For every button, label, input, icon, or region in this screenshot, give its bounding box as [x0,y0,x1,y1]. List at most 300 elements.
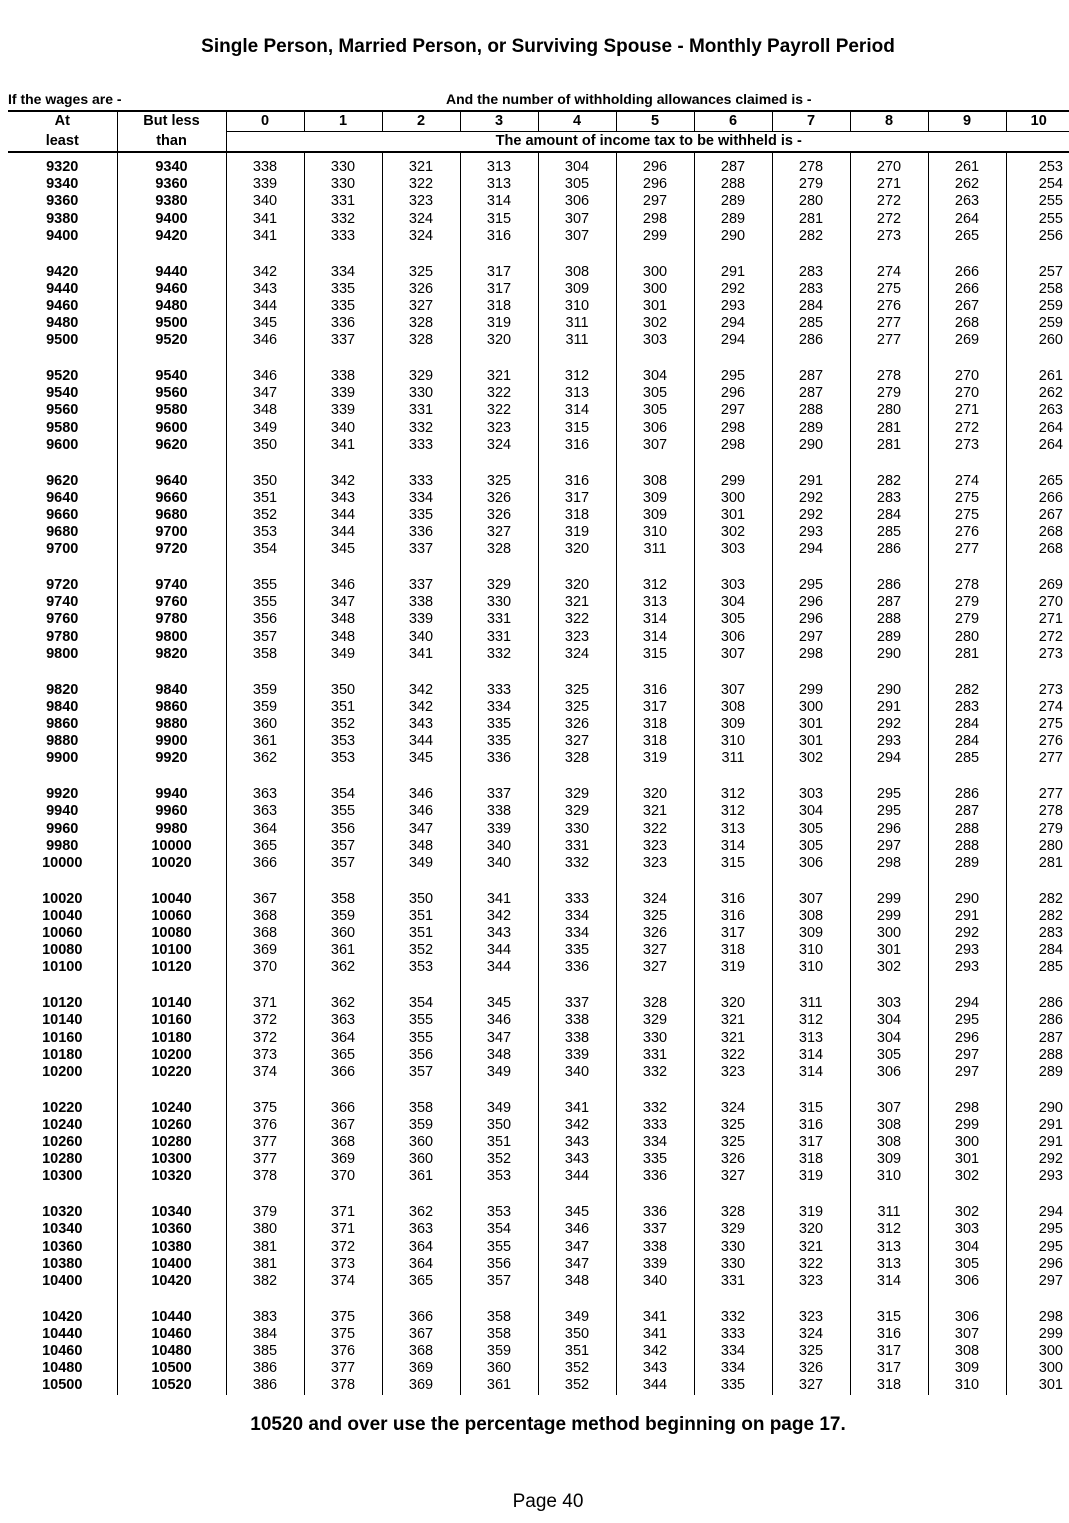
withholding-amount-cell: 310 [772,942,850,959]
but-less-cell: 9600 [117,420,226,437]
withholding-amount-cell: 278 [928,577,1006,594]
withholding-amount-cell: 335 [304,281,382,298]
withholding-amount-cell: 319 [694,959,772,976]
withholding-amount-cell: 361 [226,733,304,750]
withholding-amount-cell: 333 [616,1117,694,1134]
withholding-amount-cell: 283 [1006,925,1069,942]
withholding-amount-cell: 253 [1006,159,1069,176]
withholding-amount-cell: 287 [694,159,772,176]
table-row [8,228,1069,245]
withholding-amount-cell: 287 [772,385,850,402]
withholding-amount-cell: 377 [226,1134,304,1151]
withholding-amount-cell: 340 [460,855,538,872]
withholding-amount-cell: 274 [1006,699,1069,716]
withholding-amount-cell: 308 [850,1134,928,1151]
but-less-cell: 10180 [117,1030,226,1047]
withholding-amount-cell: 363 [226,786,304,803]
row-spacer [8,768,1069,787]
withholding-amount-cell: 314 [772,1064,850,1081]
withholding-amount-cell: 318 [850,1377,928,1394]
withholding-amount-cell: 288 [928,821,1006,838]
withholding-amount-cell: 310 [850,1168,928,1185]
withholding-amount-cell: 341 [616,1326,694,1343]
table-row [8,786,1069,803]
withholding-amount-cell: 327 [694,1168,772,1185]
withholding-amount-cell: 321 [616,803,694,820]
withholding-amount-cell: 346 [382,786,460,803]
but-less-cell: 10240 [117,1100,226,1117]
withholding-amount-cell: 339 [382,611,460,628]
table-row [8,1047,1069,1064]
at-least-cell: 9780 [46,628,79,645]
withholding-amount-cell: 342 [226,264,304,281]
withholding-amount-cell: 264 [1006,420,1069,437]
withholding-amount-cell: 341 [538,1100,616,1117]
withholding-amount-cell: 307 [694,682,772,699]
withholding-amount-cell: 354 [304,786,382,803]
allowance-header: 5 [616,111,694,132]
withholding-amount-cell: 385 [226,1343,304,1360]
withholding-amount-cell: 313 [460,159,538,176]
but-less-cell: 9800 [117,629,226,646]
withholding-amount-cell: 296 [616,159,694,176]
withholding-amount-cell: 344 [304,507,382,524]
at-least-cell: 10140 [42,1012,83,1029]
withholding-amount-cell: 321 [694,1030,772,1047]
but-less-cell: 9960 [117,803,226,820]
table-row [8,1168,1069,1185]
withholding-amount-cell: 268 [928,315,1006,332]
withholding-amount-cell: 342 [460,908,538,925]
withholding-amount-cell: 276 [1006,733,1069,750]
table-row [8,1030,1069,1047]
table-row [8,1117,1069,1134]
withholding-amount-cell: 305 [616,385,694,402]
withholding-amount-cell: 261 [1006,368,1069,385]
withholding-amount-cell: 285 [850,524,928,541]
withholding-amount-cell: 314 [460,193,538,210]
withholding-amount-cell: 271 [850,176,928,193]
withholding-amount-cell: 351 [226,490,304,507]
withholding-amount-cell: 353 [226,524,304,541]
withholding-amount-cell: 283 [772,264,850,281]
withholding-amount-cell: 349 [460,1100,538,1117]
withholding-amount-cell: 295 [850,803,928,820]
withholding-amount-cell: 319 [460,315,538,332]
withholding-amount-cell: 305 [772,838,850,855]
page-number: Page 40 [512,1491,584,1512]
withholding-amount-cell: 284 [928,716,1006,733]
withholding-amount-cell: 319 [772,1204,850,1221]
withholding-amount-cell: 357 [460,1273,538,1290]
withholding-amount-cell: 330 [304,159,382,176]
table-row [8,1221,1069,1238]
withholding-amount-cell: 314 [616,629,694,646]
withholding-amount-cell: 316 [694,908,772,925]
withholding-table [8,110,1069,1395]
withholding-amount-cell: 303 [772,786,850,803]
withholding-amount-cell: 342 [616,1343,694,1360]
withholding-amount-cell: 293 [928,942,1006,959]
withholding-amount-cell: 290 [850,646,928,663]
allowance-header: 1 [304,111,382,132]
withholding-amount-cell: 297 [928,1064,1006,1081]
withholding-amount-cell: 340 [538,1064,616,1081]
but-less-cell: 10380 [117,1239,226,1256]
withholding-amount-cell: 322 [538,611,616,628]
withholding-amount-cell: 304 [694,594,772,611]
withholding-amount-cell: 320 [538,577,616,594]
but-less-cell: 9400 [117,211,226,228]
withholding-amount-cell: 324 [616,891,694,908]
withholding-amount-cell: 352 [304,716,382,733]
at-least-cell: 10460 [42,1343,83,1360]
withholding-amount-cell: 307 [694,646,772,663]
at-least-cell: 9640 [46,489,79,506]
wages-caption: If the wages are - [8,91,122,107]
table-row [8,891,1069,908]
withholding-amount-cell: 294 [928,995,1006,1012]
table-row [8,1309,1069,1326]
table-row [8,437,1069,454]
withholding-amount-cell: 353 [460,1204,538,1221]
withholding-amount-cell: 349 [226,420,304,437]
withholding-amount-cell: 306 [928,1273,1006,1290]
withholding-amount-cell: 270 [928,368,1006,385]
withholding-amount-cell: 322 [694,1047,772,1064]
at-least-cell: 9460 [46,297,79,314]
withholding-amount-cell: 364 [382,1239,460,1256]
at-least-cell: 10020 [42,890,83,907]
withholding-amount-cell: 283 [772,281,850,298]
withholding-amount-cell: 340 [226,193,304,210]
withholding-amount-cell: 267 [1006,507,1069,524]
withholding-amount-cell: 323 [772,1273,850,1290]
but-less-cell: 10040 [117,891,226,908]
withholding-amount-cell: 308 [694,699,772,716]
withholding-amount-cell: 370 [226,959,304,976]
withholding-amount-cell: 338 [538,1030,616,1047]
withholding-amount-cell: 373 [304,1256,382,1273]
allowance-header: 4 [538,111,616,132]
withholding-amount-cell: 319 [772,1168,850,1185]
but-less-cell: 10480 [117,1343,226,1360]
withholding-amount-cell: 305 [538,176,616,193]
table-row [8,577,1069,594]
withholding-amount-cell: 299 [772,682,850,699]
withholding-amount-cell: 323 [460,420,538,437]
withholding-amount-cell: 303 [850,995,928,1012]
at-least-cell: 9580 [46,419,79,436]
table-row [8,402,1069,419]
but-less-cell: 10360 [117,1221,226,1238]
withholding-amount-cell: 298 [694,437,772,454]
withholding-amount-cell: 360 [226,716,304,733]
withholding-amount-cell: 309 [616,490,694,507]
withholding-amount-cell: 364 [304,1030,382,1047]
withholding-amount-cell: 342 [304,473,382,490]
withholding-amount-cell: 365 [226,838,304,855]
withholding-amount-cell: 346 [382,803,460,820]
withholding-amount-cell: 318 [460,298,538,315]
allowance-header: 0 [226,111,304,132]
withholding-amount-cell: 352 [460,1151,538,1168]
table-row [8,1239,1069,1256]
withholding-amount-cell: 326 [616,925,694,942]
withholding-amount-cell: 300 [1006,1343,1069,1360]
withholding-amount-cell: 315 [538,420,616,437]
at-least-cell: 9800 [46,645,79,662]
at-least-cell: 9960 [46,820,79,837]
withholding-amount-cell: 265 [928,228,1006,245]
withholding-amount-cell: 363 [304,1012,382,1029]
withholding-amount-cell: 313 [772,1030,850,1047]
withholding-amount-cell: 371 [304,1221,382,1238]
withholding-amount-cell: 343 [304,490,382,507]
withholding-amount-cell: 347 [226,385,304,402]
page-title: Single Person, Married Person, or Surviving Spouse - Monthly Payroll Period [201,36,895,57]
withholding-amount-cell: 262 [928,176,1006,193]
withholding-amount-cell: 324 [538,646,616,663]
withholding-amount-cell: 329 [460,577,538,594]
withholding-amount-cell: 268 [1006,541,1069,558]
withholding-amount-cell: 344 [304,524,382,541]
withholding-amount-cell: 332 [694,1309,772,1326]
withholding-amount-cell: 365 [304,1047,382,1064]
but-less-cell: 9980 [117,821,226,838]
withholding-amount-cell: 310 [616,524,694,541]
table-row [8,368,1069,385]
withholding-amount-cell: 370 [304,1168,382,1185]
table-body [8,152,1069,1395]
withholding-amount-cell: 294 [772,541,850,558]
withholding-amount-cell: 310 [694,733,772,750]
withholding-amount-cell: 326 [694,1151,772,1168]
table-row [8,264,1069,281]
withholding-amount-cell: 279 [928,594,1006,611]
withholding-amount-cell: 286 [850,541,928,558]
withholding-amount-cell: 336 [460,750,538,767]
withholding-amount-cell: 286 [928,786,1006,803]
withholding-amount-cell: 323 [772,1309,850,1326]
withholding-amount-cell: 284 [850,507,928,524]
row-spacer [8,663,1069,682]
withholding-amount-cell: 369 [304,1151,382,1168]
withholding-amount-cell: 307 [772,891,850,908]
withholding-amount-cell: 272 [928,420,1006,437]
withholding-amount-cell: 344 [460,942,538,959]
withholding-amount-cell: 367 [304,1117,382,1134]
withholding-amount-cell: 383 [226,1309,304,1326]
withholding-amount-cell: 308 [928,1343,1006,1360]
withholding-amount-cell: 348 [382,838,460,855]
withholding-amount-cell: 339 [226,176,304,193]
withholding-amount-cell: 307 [928,1326,1006,1343]
withholding-amount-cell: 321 [694,1012,772,1029]
withholding-amount-cell: 311 [694,750,772,767]
withholding-amount-cell: 345 [538,1204,616,1221]
table-row [8,385,1069,402]
withholding-amount-cell: 363 [226,803,304,820]
withholding-amount-cell: 325 [694,1134,772,1151]
withholding-amount-cell: 348 [460,1047,538,1064]
at-least-cell: 9380 [46,210,79,227]
withholding-amount-cell: 386 [226,1360,304,1377]
withholding-amount-cell: 288 [928,838,1006,855]
withholding-amount-cell: 340 [616,1273,694,1290]
withholding-amount-cell: 308 [538,264,616,281]
withholding-amount-cell: 347 [382,821,460,838]
withholding-amount-cell: 371 [304,1204,382,1221]
withholding-amount-cell: 255 [1006,211,1069,228]
row-spacer [8,152,1069,159]
withholding-amount-cell: 358 [382,1100,460,1117]
withholding-amount-cell: 343 [382,716,460,733]
but-less-cell: 9640 [117,473,226,490]
withholding-amount-cell: 266 [928,281,1006,298]
withholding-amount-cell: 316 [772,1117,850,1134]
withholding-amount-cell: 264 [1006,437,1069,454]
withholding-amount-cell: 274 [928,473,1006,490]
withholding-amount-cell: 374 [304,1273,382,1290]
withholding-amount-cell: 335 [460,716,538,733]
withholding-amount-cell: 280 [1006,838,1069,855]
table-row [8,611,1069,628]
but-less-cell: 9520 [117,332,226,349]
withholding-amount-cell: 352 [538,1360,616,1377]
withholding-amount-cell: 322 [772,1256,850,1273]
withholding-amount-cell: 313 [616,594,694,611]
table-row [8,159,1069,176]
withholding-amount-cell: 341 [382,646,460,663]
withholding-amount-cell: 293 [928,959,1006,976]
withholding-amount-cell: 331 [460,629,538,646]
withholding-amount-cell: 322 [382,176,460,193]
withholding-amount-cell: 270 [1006,594,1069,611]
withholding-amount-cell: 296 [928,1030,1006,1047]
but-less-cell: 10000 [117,838,226,855]
withholding-amount-cell: 327 [538,733,616,750]
but-less-cell: 10500 [117,1360,226,1377]
table-row [8,1151,1069,1168]
but-less-cell: 9700 [117,524,226,541]
withholding-amount-cell: 290 [1006,1100,1069,1117]
withholding-amount-cell: 360 [304,925,382,942]
withholding-amount-cell: 343 [226,281,304,298]
withholding-amount-cell: 304 [616,368,694,385]
withholding-amount-cell: 344 [226,298,304,315]
withholding-amount-cell: 327 [772,1377,850,1394]
withholding-amount-cell: 291 [850,699,928,716]
withholding-amount-cell: 316 [694,891,772,908]
table-row [8,855,1069,872]
withholding-amount-cell: 292 [928,925,1006,942]
table-row [8,332,1069,349]
withholding-amount-cell: 312 [616,577,694,594]
withholding-amount-cell: 372 [226,1030,304,1047]
withholding-amount-cell: 347 [460,1030,538,1047]
withholding-amount-cell: 280 [772,193,850,210]
withholding-amount-cell: 305 [772,821,850,838]
withholding-amount-cell: 277 [928,541,1006,558]
at-least-cell: 10280 [42,1151,83,1168]
withholding-amount-cell: 382 [226,1273,304,1290]
withholding-amount-cell: 315 [772,1100,850,1117]
but-less-cell: 10300 [117,1151,226,1168]
withholding-amount-cell: 338 [304,368,382,385]
withholding-amount-cell: 287 [772,368,850,385]
at-least-cell: 9360 [46,193,79,210]
withholding-amount-cell: 289 [850,629,928,646]
withholding-amount-cell: 261 [928,159,1006,176]
row-spacer [8,245,1069,264]
withholding-amount-cell: 265 [1006,473,1069,490]
at-least-cell: 9720 [46,577,79,594]
table-row [8,733,1069,750]
withholding-amount-cell: 338 [226,159,304,176]
table-row [8,959,1069,976]
at-least-cell: 9880 [46,733,79,750]
withholding-amount-cell: 366 [304,1100,382,1117]
withholding-amount-cell: 330 [616,1030,694,1047]
withholding-amount-cell: 279 [928,611,1006,628]
withholding-amount-cell: 354 [460,1221,538,1238]
at-least-cell: 10100 [42,959,83,976]
withholding-amount-cell: 273 [1006,682,1069,699]
withholding-amount-cell: 296 [772,611,850,628]
withholding-amount-cell: 345 [460,995,538,1012]
withholding-amount-cell: 276 [850,298,928,315]
withholding-amount-cell: 332 [616,1100,694,1117]
withholding-amount-cell: 339 [304,385,382,402]
withholding-amount-cell: 346 [226,368,304,385]
withholding-amount-cell: 368 [226,908,304,925]
withholding-amount-cell: 324 [772,1326,850,1343]
withholding-amount-cell: 301 [616,298,694,315]
withholding-amount-cell: 303 [928,1221,1006,1238]
withholding-amount-cell: 345 [226,315,304,332]
withholding-amount-cell: 333 [694,1326,772,1343]
withholding-amount-cell: 302 [928,1168,1006,1185]
withholding-amount-cell: 303 [694,541,772,558]
withholding-amount-cell: 343 [616,1360,694,1377]
withholding-amount-cell: 362 [382,1204,460,1221]
withholding-amount-cell: 351 [460,1134,538,1151]
withholding-amount-cell: 288 [1006,1047,1069,1064]
withholding-amount-cell: 327 [382,298,460,315]
withholding-amount-cell: 326 [538,716,616,733]
withholding-amount-cell: 353 [304,750,382,767]
withholding-amount-cell: 381 [226,1239,304,1256]
withholding-amount-cell: 336 [616,1204,694,1221]
withholding-amount-cell: 300 [928,1134,1006,1151]
withholding-amount-cell: 326 [772,1360,850,1377]
withholding-amount-cell: 321 [538,594,616,611]
withholding-amount-cell: 317 [694,925,772,942]
at-least-cell: 9940 [46,803,79,820]
withholding-amount-cell: 267 [928,298,1006,315]
withholding-amount-cell: 331 [304,193,382,210]
but-less-cell: 9840 [117,682,226,699]
withholding-amount-cell: 337 [382,577,460,594]
withholding-amount-cell: 302 [694,524,772,541]
withholding-amount-cell: 341 [226,211,304,228]
withholding-amount-cell: 354 [382,995,460,1012]
withholding-amount-cell: 355 [460,1239,538,1256]
withholding-amount-cell: 359 [226,682,304,699]
table-row [8,1256,1069,1273]
withholding-amount-cell: 332 [460,646,538,663]
